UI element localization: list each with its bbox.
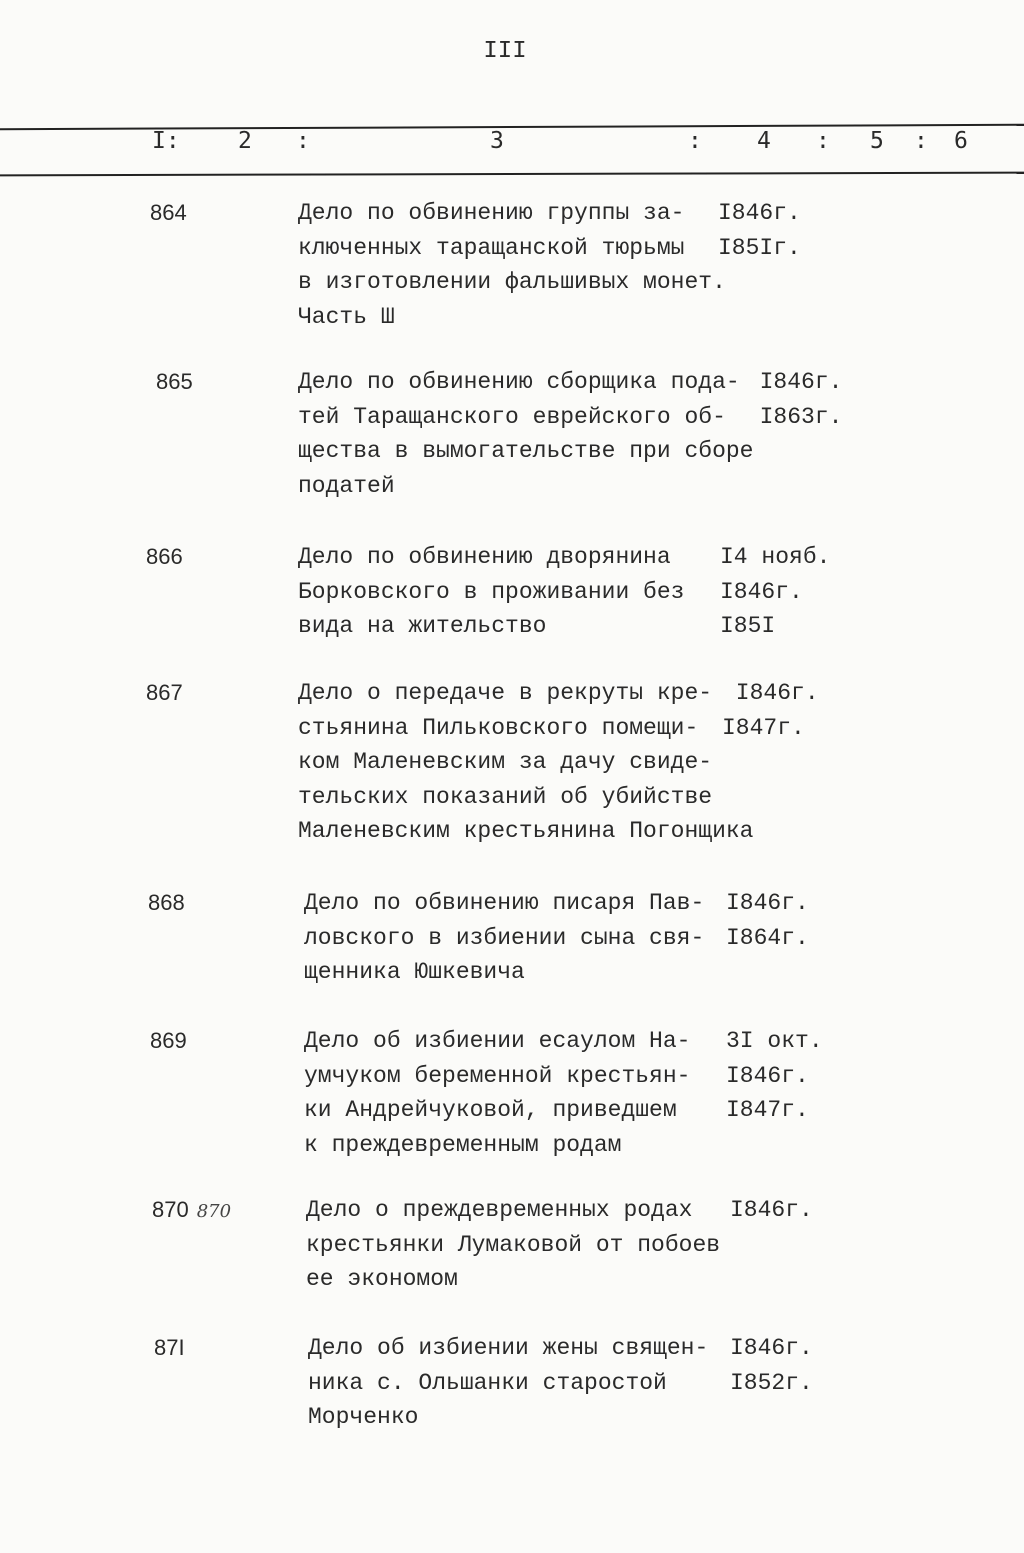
handwritten-mark: 870 xyxy=(196,1201,232,1222)
item-number: 864 xyxy=(150,200,187,225)
col-sep: : xyxy=(296,128,310,154)
item-dates: I4 нояб. I846г. I85I xyxy=(720,544,831,639)
item-description: Дело о передаче в рекруты кре- стьянина Пильковского помещи- ком Маленевским за дачу свиде- тельских показаний об убийстве Маленевским крестьянина Погонщика xyxy=(298,680,754,844)
item-number: 870 870 xyxy=(152,1197,232,1222)
header-bottom-rule xyxy=(0,172,1024,177)
item-dates: I846г. I863г. xyxy=(759,369,843,430)
col-header-2: 2 xyxy=(238,128,252,154)
item-dates: I846г. xyxy=(730,1197,813,1223)
item-number: 87I xyxy=(154,1335,185,1360)
item-dates: 3I окт. I846г. I847г. xyxy=(726,1028,823,1123)
item-description: Дело об избиении есаулом На- умчуком беременной крестьян- ки Андрейчуковой, приведшем к преждевременным родам xyxy=(304,1028,691,1158)
col-header-1: I: xyxy=(152,128,180,154)
item-number: 866 xyxy=(146,544,183,569)
col-header-5: 5 xyxy=(870,128,884,154)
item-dates: I846г. I864г. xyxy=(726,890,809,951)
item-number: 865 xyxy=(156,369,193,394)
page-number: III xyxy=(483,38,527,65)
item-description: Дело об избиении жены священ- ника с. Ольшанки старостой Морченко xyxy=(308,1335,709,1430)
item-number: 867 xyxy=(146,680,183,705)
col-header-4: 4 xyxy=(757,128,771,154)
item-dates: I846г. I85Iг. xyxy=(718,200,801,261)
item-description: Дело по обвинению сборщика пода- тей Таращанского еврейского об- щества в вымогательстве при сборе податей xyxy=(298,369,754,499)
col-header-6: 6 xyxy=(954,128,968,154)
item-dates: I846г. I847г. xyxy=(722,680,819,741)
col-header-3: 3 xyxy=(490,128,504,154)
col-sep: : xyxy=(816,128,830,154)
item-dates: I846г. I852г. xyxy=(730,1335,813,1396)
item-description: Дело по обвинению писаря Пав- ловского в избиении сына свя- щенника Юшкевича xyxy=(304,890,705,985)
item-description: Дело о преждевременных родах крестьянки Лумаковой от побоев ее экономом xyxy=(306,1197,721,1292)
item-description: Дело по обвинению дворянина Борковского в проживании без вида на жительство xyxy=(298,544,685,639)
item-description: Дело по обвинению группы за- ключенных таращанской тюрьмы в изготовлении фальшивых монет. Часть Ш xyxy=(298,200,726,330)
col-sep: : xyxy=(914,128,928,154)
item-number: 869 xyxy=(150,1028,187,1053)
col-sep: : xyxy=(688,128,702,154)
item-number: 868 xyxy=(148,890,185,915)
